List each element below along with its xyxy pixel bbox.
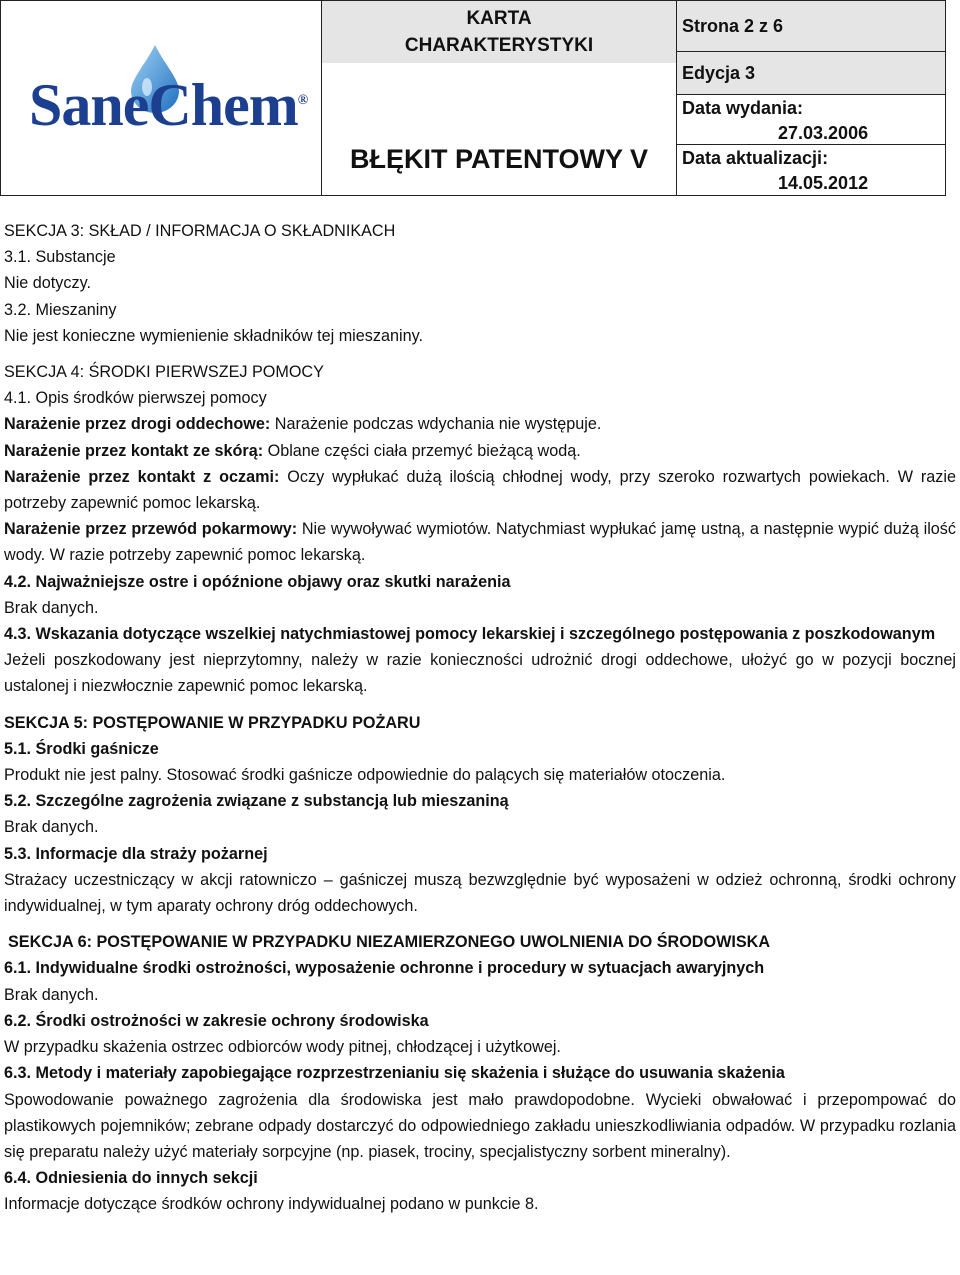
document-header (0, 0, 942, 196)
update-date-label: Data aktualizacji: (682, 148, 829, 168)
paragraph: Narażenie przez kontakt ze skórą: Oblane części ciała przemyć bieżącą wodą. (4, 441, 581, 460)
paragraph: Nie jest konieczne wymienienie składników tej mieszaniny. (4, 326, 423, 345)
subsection-heading: 4.1. Opis środków pierwszej pomocy (4, 389, 267, 408)
paragraph: Nie dotyczy. (4, 274, 91, 293)
meta-cell (677, 1, 946, 196)
paragraph: Brak danych. (4, 598, 99, 617)
paragraph: Jeżeli poszkodowany jest nieprzytomny, należy w razie konieczności udrożnić drogi oddechowe, ułożyć go w pozycji bocznej ustalonej i niezwłocznie zapewnić pomoc lekarską. (4, 651, 956, 696)
inline-label: Narażenie przez drogi oddechowe: (4, 415, 271, 434)
document-type: KARTA CHARAKTERYSTYKI (322, 1, 676, 63)
subsection-heading: 4.3. Wskazania dotyczące wszelkiej natychmiastowej pomocy lekarskiej i szczególnego postępowania z poszkodowanym (4, 625, 936, 644)
issue-date: 27.03.2006 (778, 123, 869, 143)
inline-label: Narażenie przez kontakt z oczami: (4, 467, 280, 486)
subsection-heading: 6.1. Indywidualne środki ostrożności, wyposażenie ochronne i procedury w sytuacjach awaryjnych (4, 959, 765, 978)
inline-label: Narażenie przez kontakt ze skórą: (4, 441, 264, 460)
paragraph: Narażenie przez drogi oddechowe: Narażenie podczas wdychania nie występuje. (4, 415, 602, 434)
section-5-title: SEKCJA 5: POSTĘPOWANIE W PRZYPADKU POŻARU (4, 713, 421, 732)
subsection-heading: 3.1. Substancje (4, 248, 116, 267)
product-name: BŁĘKIT PATENTOWY V (349, 144, 648, 174)
sanechem-logo (29, 51, 319, 141)
paragraph: Informacje dotyczące środków ochrony indywidualnej podano w punkcie 8. (4, 1195, 539, 1214)
section-3-title: SEKCJA 3: SKŁAD / INFORMACJA O SKŁADNIKACH (4, 222, 396, 240)
subsection-heading: 3.2. Mieszaniny (4, 300, 117, 319)
page-number: Strona 2 z 6 (677, 1, 945, 51)
paragraph: W przypadku skażenia ostrzec odbiorców wody pitnej, chłodzącej i użytkowej. (4, 1038, 561, 1057)
update-date-block (677, 144, 945, 195)
issue-date-block (677, 94, 945, 144)
document-body (4, 218, 956, 1218)
subsection-heading: 6.4. Odniesienia do innych sekcji (4, 1169, 258, 1188)
section-4-title: SEKCJA 4: ŚRODKI PIERWSZEJ POMOCY (4, 363, 324, 382)
paragraph: Strażacy uczestniczący w akcji ratowniczo – gaśniczej muszą bezwzględnie być wyposażeni w odzież ochronną, środki ochrony indywidualnej, w tym aparaty ochrony dróg oddechowych. (4, 870, 956, 916)
subsection-heading: 5.1. Środki gaśnicze (4, 739, 159, 758)
edition: Edycja 3 (677, 51, 945, 94)
update-date: 14.05.2012 (778, 173, 869, 193)
paragraph: Brak danych. (4, 985, 99, 1004)
subsection-heading: 6.2. Środki ostrożności w zakresie ochrony środowiska (4, 1011, 429, 1030)
logo-cell (1, 1, 322, 196)
paragraph: Narażenie przez przewód pokarmowy: Nie wywoływać wymiotów. Natychmiast wypłukać jamę ustną, a następnie wypić dużą ilość wody. W razie potrzeby zapewnić pomoc lekarską. (4, 520, 956, 565)
paragraph: Brak danych. (4, 818, 99, 837)
issue-date-label: Data wydania: (682, 98, 804, 118)
subsection-heading: 5.2. Szczególne zagrożenia związane z substancją lub mieszaniną (4, 792, 509, 811)
subsection-heading: 5.3. Informacje dla straży pożarnej (4, 844, 268, 863)
section-6-title: SEKCJA 6: POSTĘPOWANIE W PRZYPADKU NIEZAMIERZONEGO UWOLNIENIA DO ŚRODOWISKA (8, 933, 771, 952)
title-cell (322, 1, 677, 196)
paragraph: Produkt nie jest palny. Stosować środki gaśnicze odpowiednie do palących się materiałów otoczenia. (4, 766, 726, 785)
subsection-heading: 4.2. Najważniejsze ostre i opóźnione objawy oraz skutki narażenia (4, 572, 511, 591)
subsection-heading: 6.3. Metody i materiały zapobiegające rozprzestrzenianiu się skażenia i służące do usuwania skażenia (4, 1064, 785, 1083)
paragraph: Spowodowanie poważnego zagrożenia dla środowiska jest mało prawdopodobne. Wycieki obwałować i przepompować do plastikowych pojemników; zebrane odpady dostarczyć do odpowiedniego zakładu unieszkodliwiania odpadów. W przypadku rozlania się preparatu należy użyć materiały sorpcyjne (np. piasek, trociny, specjalistyczny sorbent mineralny). (4, 1090, 956, 1161)
logo-text: SaneChem® (29, 72, 308, 138)
paragraph: Narażenie przez kontakt z oczami: Oczy wypłukać dużą ilością chłodnej wody, przy szeroko rozwartych powiekach. W razie potrzeby zapewnić pomoc lekarską. (4, 467, 956, 513)
inline-label: Narażenie przez przewód pokarmowy: (4, 520, 298, 539)
